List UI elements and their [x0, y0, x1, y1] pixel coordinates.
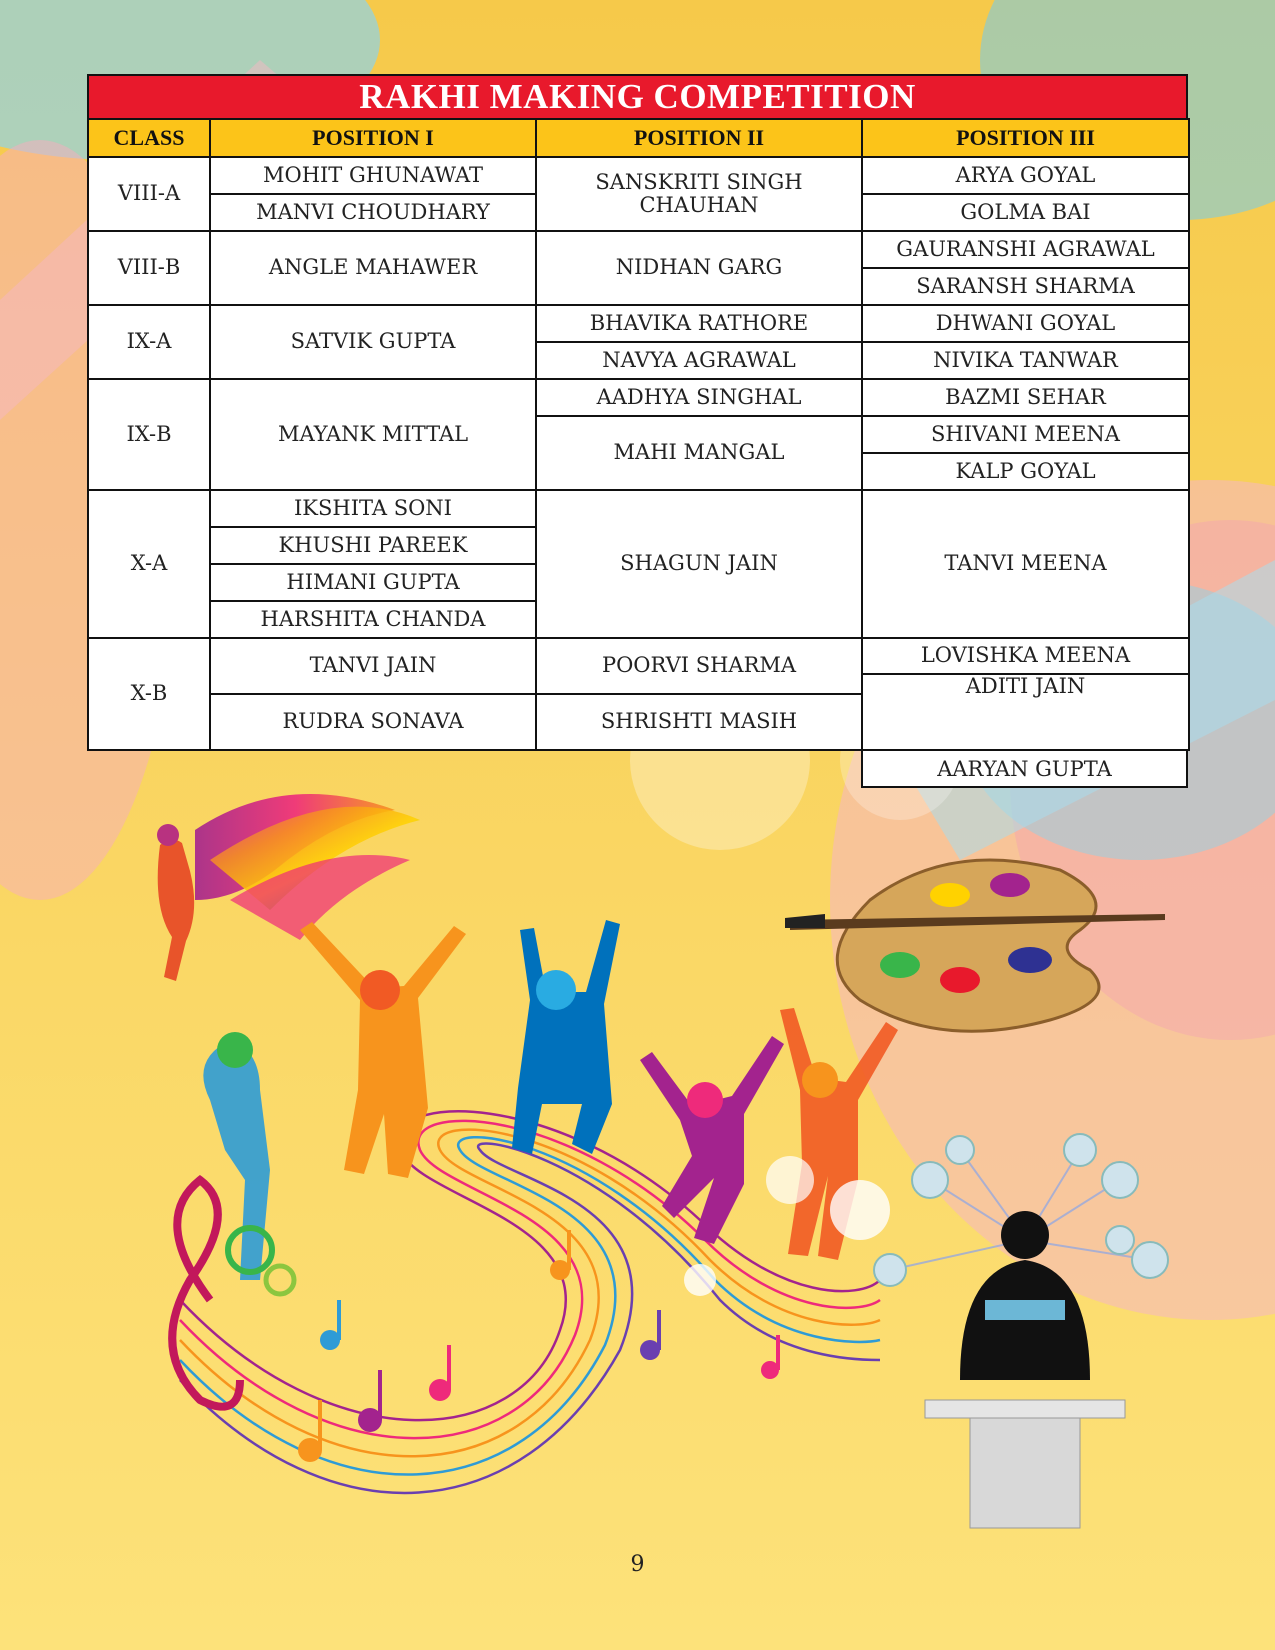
- position-1-cell: TANVI JAIN: [210, 638, 536, 694]
- position-1-cell: IKSHITA SONI: [210, 490, 536, 527]
- position-3-cell: ARYA GOYAL: [862, 157, 1189, 194]
- position-1-cell: MANVI CHOUDHARY: [210, 194, 536, 231]
- position-3-cell: BAZMI SEHAR: [862, 379, 1189, 416]
- position-2-cell: BHAVIKA RATHORE: [536, 305, 862, 342]
- position-3-cell: KALP GOYAL: [862, 453, 1189, 490]
- position-2-cell: SANSKRITI SINGH CHAUHAN: [536, 157, 862, 231]
- extra-position-3-cell: AARYAN GUPTA: [861, 751, 1188, 788]
- position-1-cell: MOHIT GHUNAWAT: [210, 157, 536, 194]
- header-class: CLASS: [88, 119, 210, 157]
- page-number: 9: [630, 1552, 645, 1577]
- header-position-2: POSITION II: [536, 119, 862, 157]
- results-table-section: [87, 74, 1188, 781]
- position-3-cell: SHIVANI MEENA: [862, 416, 1189, 453]
- class-cell: IX-B: [88, 379, 210, 490]
- position-2-cell: AADHYA SINGHAL: [536, 379, 862, 416]
- position-2-cell: NIDHAN GARG: [536, 231, 862, 305]
- class-cell: IX-A: [88, 305, 210, 379]
- position-1-cell: HARSHITA CHANDA: [210, 601, 536, 638]
- table-row: [88, 490, 1189, 527]
- position-2-cell: MAHI MANGAL: [536, 416, 862, 490]
- class-cell: VIII-A: [88, 157, 210, 231]
- class-cell: X-A: [88, 490, 210, 638]
- header-position-3: POSITION III: [862, 119, 1189, 157]
- position-1-cell: ANGLE MAHAWER: [210, 231, 536, 305]
- position-3-cell: TANVI MEENA: [862, 490, 1189, 638]
- position-1-cell: KHUSHI PAREEK: [210, 527, 536, 564]
- position-1-cell: RUDRA SONAVA: [210, 694, 536, 750]
- position-2-cell: SHAGUN JAIN: [536, 490, 862, 638]
- table-row: [88, 638, 1189, 674]
- table-row: [88, 305, 1189, 342]
- position-1-cell: HIMANI GUPTA: [210, 564, 536, 601]
- table-row: [88, 379, 1189, 416]
- position-3-cell: NIVIKA TANWAR: [862, 342, 1189, 379]
- position-3-cell: DHWANI GOYAL: [862, 305, 1189, 342]
- position-1-cell: SATVIK GUPTA: [210, 305, 536, 379]
- position-3-cell: SARANSH SHARMA: [862, 268, 1189, 305]
- header-row: [88, 119, 1189, 157]
- header-position-1: POSITION I: [210, 119, 536, 157]
- position-2-cell: POORVI SHARMA: [536, 638, 862, 694]
- class-cell: X-B: [88, 638, 210, 750]
- position-1-cell: MAYANK MITTAL: [210, 379, 536, 490]
- table-row: [88, 231, 1189, 268]
- position-3-cell: ADITI JAIN: [862, 674, 1189, 750]
- table-row: [88, 157, 1189, 194]
- position-3-cell: GOLMA BAI: [862, 194, 1189, 231]
- results-table: [87, 118, 1190, 751]
- class-cell: VIII-B: [88, 231, 210, 305]
- position-3-cell: LOVISHKA MEENA: [862, 638, 1189, 674]
- position-2-cell: SHRISHTI MASIH: [536, 694, 862, 750]
- position-3-cell: GAURANSHI AGRAWAL: [862, 231, 1189, 268]
- table-title: RAKHI MAKING COMPETITION: [87, 74, 1188, 118]
- position-2-cell: NAVYA AGRAWAL: [536, 342, 862, 379]
